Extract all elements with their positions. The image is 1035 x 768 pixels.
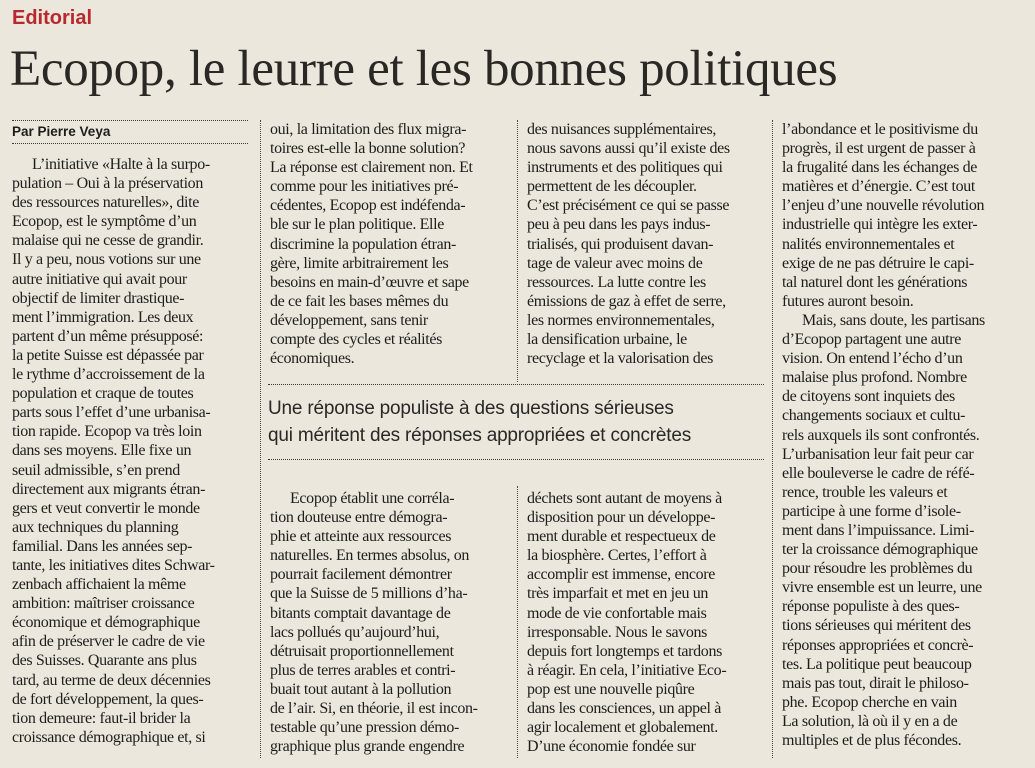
text-line: Mais, sans doute, les partisans <box>802 311 985 329</box>
text-line: irresponsable. Nous le savons <box>527 623 708 641</box>
text-line: pulation – Oui à la préservation <box>12 175 203 193</box>
text-line: la biosphère. Certes, l’effort à <box>527 547 707 565</box>
text-line: tante, les initiatives dites Schwar- <box>12 556 215 574</box>
text-line: pourrait facilement démontrer <box>270 566 452 584</box>
section-kicker: Editorial <box>12 7 93 29</box>
text-line: à réagir. En cela, l’initiative Eco- <box>527 661 727 679</box>
text-line: disposition pour un développe- <box>527 509 716 527</box>
text-line: de ce fait les bases mêmes du <box>270 292 449 310</box>
text-line: futures auront besoin. <box>782 292 914 310</box>
text-line: industrielle qui intègre les exter- <box>782 216 978 234</box>
text-line: peu à peu dans les pays indus- <box>527 216 711 234</box>
text-line: D’une économie fondée sur <box>527 738 696 756</box>
text-line: tions sérieuses qui méritent des <box>782 617 971 635</box>
text-line: tes. La politique peut beaucoup <box>782 655 972 673</box>
text-line: des nuisances supplémentaires, <box>527 121 717 138</box>
byline-underline <box>12 143 248 144</box>
article-column-2-continued <box>270 489 514 756</box>
article-column-4 <box>782 120 1032 750</box>
text-line: ment dans l’impuissance. Limi- <box>782 521 975 539</box>
text-line: discrimine la population étran- <box>270 235 456 253</box>
text-line: nalités environnementales et <box>782 235 955 253</box>
text-line: des Suisses. Quarante ans plus <box>12 652 197 670</box>
text-line: parts sous l’effet d’une urbanisa- <box>12 404 211 422</box>
text-line: pop est une nouvelle piqûre <box>527 680 695 698</box>
text-line: tard, au terme de deux décennies <box>12 671 211 689</box>
text-line: pour résoudre les problèmes du <box>782 560 973 578</box>
text-line: trialisés, qui produisent davan- <box>527 235 714 253</box>
text-line: exige de ne pas détruire le capi- <box>782 254 974 272</box>
text-line: La réponse est clairement non. Et <box>270 159 473 177</box>
text-line: la petite Suisse est dépassée par <box>12 346 204 364</box>
text-line: ble sur le plan politique. Elle <box>270 216 444 234</box>
text-line: déchets sont autant de moyens à <box>527 490 722 507</box>
text-line: très imparfait et met en jeu un <box>527 585 709 603</box>
text-line: vision. On entend l’écho d’un <box>782 350 963 368</box>
text-line: de citoyens sont inquiets des <box>782 388 955 406</box>
text-line: phie et atteinte aux ressources <box>270 528 452 546</box>
text-line: objectif de limiter drastique- <box>12 289 185 307</box>
text-line: C’est précisément ce qui se passe <box>527 197 730 215</box>
text-line: ment l’immigration. Les deux <box>12 308 194 326</box>
text-line: rence, trouble les valeurs et <box>782 483 948 501</box>
article-column-3-continued <box>527 489 771 756</box>
column-divider <box>772 120 773 758</box>
text-line: la densification urbaine, le <box>527 331 687 349</box>
column-divider <box>517 486 518 758</box>
text-line: La solution, là où il y en a de <box>782 712 958 730</box>
text-line: Ecopop établit une corréla- <box>290 490 455 507</box>
text-line: réponses appropriées et concrè- <box>782 636 974 654</box>
text-line: bitants comptait davantage de <box>270 604 451 622</box>
text-line: buait tout autant à la pollution <box>270 680 452 698</box>
text-line: de l’air. Si, en théorie, il est incon- <box>270 700 478 718</box>
text-line: gers et veut convertir le monde <box>12 499 200 517</box>
pull-quote-line: qui méritent des réponses appropriées et concrètes <box>268 425 692 446</box>
text-line: elle bouleverse le cadre de réfé- <box>782 464 975 482</box>
text-line: détruisait proportionnellement <box>270 642 454 660</box>
text-line: émissions de gaz à effet de serre, <box>527 292 726 310</box>
text-line: afin de préserver le cadre de vie <box>12 633 205 651</box>
text-line: tal naturel dont les générations <box>782 273 968 291</box>
text-line: comme pour les initiatives pré- <box>270 178 459 196</box>
text-line: familial. Dans les années sep- <box>12 537 193 555</box>
text-line: naturelles. En termes absolus, on <box>270 547 470 565</box>
article-column-3 <box>527 120 771 368</box>
article-column-1 <box>12 155 258 747</box>
text-line: tion demeure: faut-il brider la <box>12 709 191 727</box>
text-line: multiples et de plus fécondes. <box>782 732 962 749</box>
column-divider <box>260 120 261 758</box>
pull-quote <box>268 395 768 449</box>
text-line: développement, sans tenir <box>270 311 428 329</box>
text-line: dans ses moyens. Elle fixe un <box>12 442 192 460</box>
text-line: aux techniques du planning <box>12 518 179 536</box>
byline-rule <box>12 120 248 121</box>
text-line: dans les consciences, un appel à <box>527 700 722 718</box>
text-line: gère, limite arbitrairement les <box>270 254 449 272</box>
text-line: cédentes, Ecopop est indéfenda- <box>270 197 466 215</box>
text-line: nous savons aussi qu’il existe des <box>527 140 730 158</box>
text-line: graphique plus grande engendre <box>270 738 465 756</box>
text-line: Ecopop, est le symptôme d’un <box>12 213 197 231</box>
text-line: population et craque de toutes <box>12 385 194 403</box>
text-line: ment durable et respectueux de <box>527 528 716 546</box>
text-line: instruments et des politiques qui <box>527 159 723 177</box>
text-line: lacs pollués qu’aujourd’hui, <box>270 623 440 641</box>
text-line: zenbach affichaient la même <box>12 576 186 594</box>
text-line: plus de terres arables et contri- <box>270 661 456 679</box>
text-line: progrès, il est urgent de passer à <box>782 140 976 158</box>
text-line: permettent de les découpler. <box>527 178 697 196</box>
text-line: seuil admissible, s’en prend <box>12 461 180 479</box>
text-line: ter la croissance démographique <box>782 541 978 559</box>
text-line: L’urbanisation leur fait peur car <box>782 445 974 463</box>
text-line: Il y a peu, nous votions sur une <box>12 251 201 269</box>
text-line: des ressources naturelles», dite <box>12 194 199 212</box>
pull-quote-line: Une réponse populiste à des questions sérieuses <box>268 398 674 419</box>
text-line: accomplir est immense, encore <box>527 566 715 584</box>
text-line: directement aux migrants étran- <box>12 480 206 498</box>
text-line: la frugalité dans les échanges de <box>782 159 978 177</box>
text-line: participe à une forme d’isole- <box>782 502 961 520</box>
text-line: que la Suisse de 5 millions d’ha- <box>270 585 468 603</box>
text-line: tion rapide. Ecopop va très loin <box>12 423 202 441</box>
text-line: depuis fort longtemps et tardons <box>527 642 722 660</box>
text-line: mode de vie confortable mais <box>527 604 707 622</box>
text-line: besoins en main-d’œuvre et sape <box>270 273 469 291</box>
text-line: l’abondance et le positivisme du <box>782 121 978 138</box>
text-line: réponse populiste à des ques- <box>782 598 960 616</box>
text-line: oui, la limitation des flux migra- <box>270 121 467 138</box>
pull-quote-rule-top <box>268 384 764 385</box>
text-line: le rythme d’accroissement de la <box>12 366 205 384</box>
text-line: changements sociaux et cultu- <box>782 407 966 425</box>
text-line: ressources. La lutte contre les <box>527 273 706 291</box>
text-line: l’enjeu d’une nouvelle révolution <box>782 197 985 215</box>
text-line: matières et d’énergie. C’est tout <box>782 178 975 196</box>
text-line: testable qu’une pression démo- <box>270 719 460 737</box>
text-line: toires est-elle la bonne solution? <box>270 140 466 158</box>
text-line: ambition: maîtriser croissance <box>12 595 195 613</box>
text-line: partent d’un même présupposé: <box>12 327 204 345</box>
text-line: rels auxquels ils sont confrontés. <box>782 426 980 444</box>
text-line: d’Ecopop partagent une autre <box>782 331 962 349</box>
column-divider <box>517 120 518 382</box>
text-line: compte des cycles et réalités <box>270 331 442 349</box>
text-line: les normes environnementales, <box>527 311 715 329</box>
byline: Par Pierre Veya <box>12 124 111 139</box>
text-line: économique et démographique <box>12 614 200 632</box>
text-line: vivre ensemble est un leurre, une <box>782 579 982 597</box>
text-line: mais pas tout, dirait le philoso- <box>782 674 969 692</box>
text-line: croissance démographique et, si <box>12 728 206 746</box>
text-line: économiques. <box>270 350 355 368</box>
text-line: agir localement et globalement. <box>527 719 718 737</box>
text-line: tion douteuse entre démogra- <box>270 509 448 527</box>
text-line: de fort développement, la ques- <box>12 690 204 708</box>
pull-quote-rule-bottom <box>268 459 764 460</box>
text-line: autre initiative qui avait pour <box>12 270 187 288</box>
headline: Ecopop, le leurre et les bonnes politiques <box>10 41 838 97</box>
text-line: tage de valeur avec moins de <box>527 254 703 272</box>
text-line: malaise qui ne cesse de grandir. <box>12 232 204 250</box>
text-line: L’initiative «Halte à la surpo- <box>32 156 210 173</box>
text-line: recyclage et la valorisation des <box>527 350 714 368</box>
article-column-2 <box>270 120 514 368</box>
text-line: phe. Ecopop cherche en vain <box>782 693 957 711</box>
text-line: malaise plus profond. Nombre <box>782 369 967 387</box>
